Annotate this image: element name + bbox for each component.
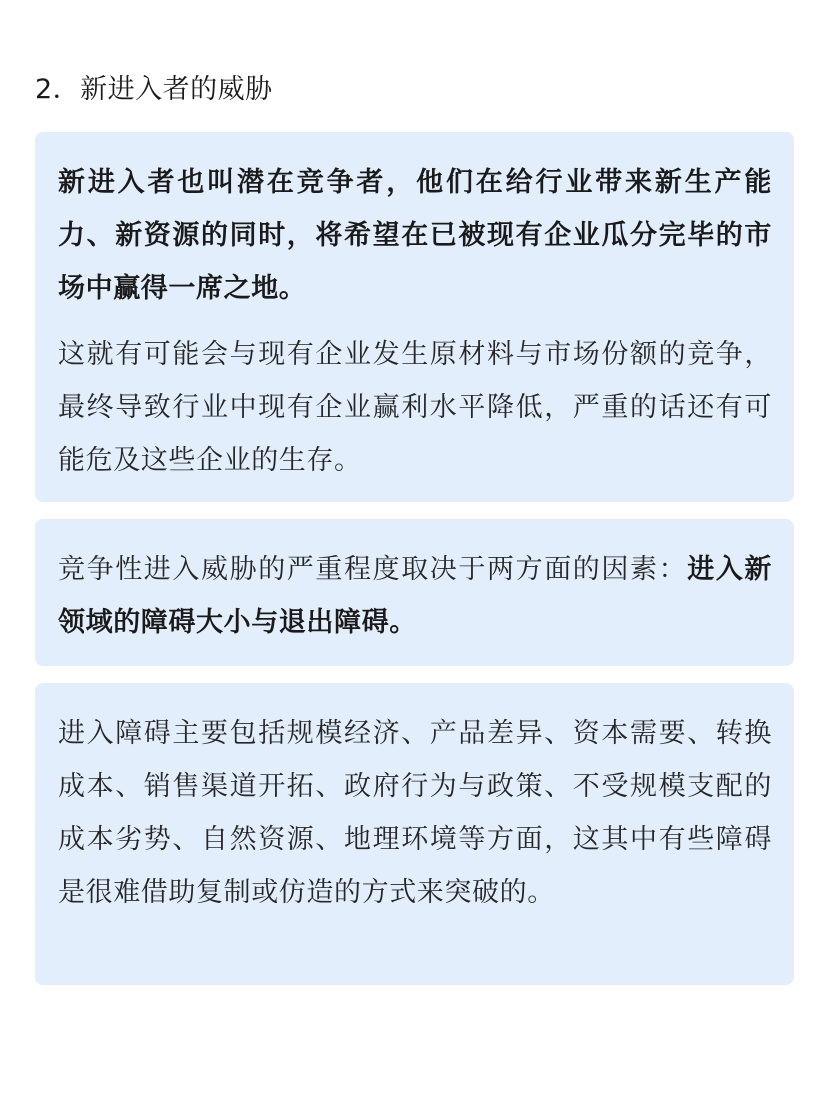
threat-factors-emphasis: 进入新领域的障碍大小与退出障碍。 xyxy=(58,554,772,638)
definition-paragraph: 新进入者也叫潜在竞争者，他们在给行业带来新生产能力、新资源的同时，将希望在已被现有企业瓜分完毕的市场中赢得一席之地。 xyxy=(58,167,772,304)
threat-factors-paragraph xyxy=(58,543,772,649)
definition-card xyxy=(35,132,794,502)
threat-factors-card xyxy=(35,519,794,666)
consequence-paragraph: 这就有可能会与现有企业发生原材料与市场份额的竞争，最终导致行业中现有企业赢利水平降低，严重的话还有可能危及这些企业的生存。 xyxy=(58,339,772,476)
threat-factors-intro: 竞争性进入威胁的严重程度取决于两方面的因素： xyxy=(58,554,688,585)
entry-barriers-paragraph: 进入障碍主要包括规模经济、产品差异、资本需要、转换成本、销售渠道开拓、政府行为与政策、不受规模支配的成本劣势、自然资源、地理环境等方面，这其中有些障碍是很难借助复制或仿造的方式来突破的。 xyxy=(58,718,772,908)
section-heading: 2．新进入者的威胁 xyxy=(35,74,273,105)
entry-barriers-card xyxy=(35,683,794,985)
